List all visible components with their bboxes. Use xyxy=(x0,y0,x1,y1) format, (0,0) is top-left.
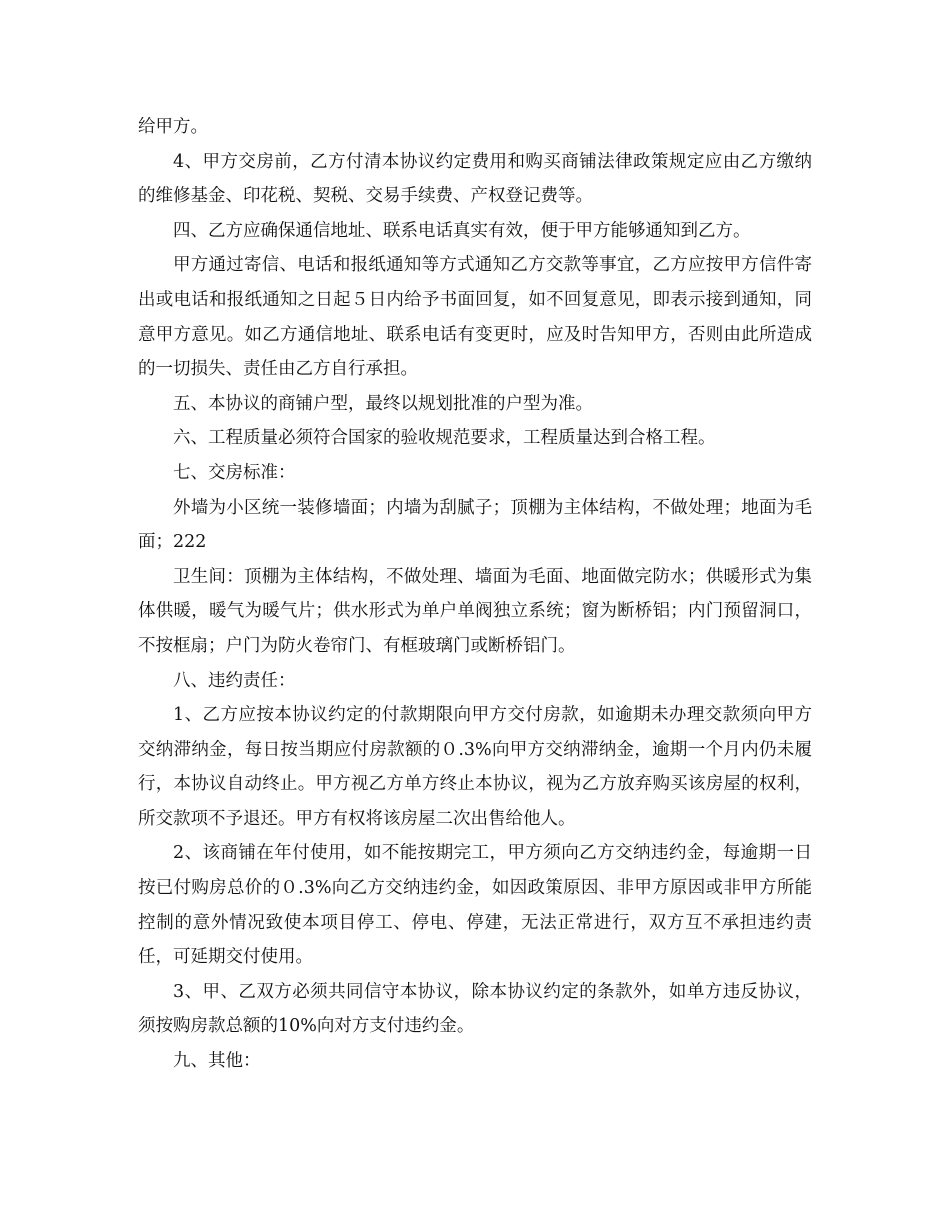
paragraph: 五、本协议的商铺户型，最终以规划批准的户型为准。 xyxy=(173,393,593,414)
paragraph: 甲方通过寄信、电话和报纸通知等方式通知乙方交款等事宜，乙方应按甲方信件寄出或电话和报纸通知之日起５日内给予书面回复，如不回复意见，即表示接到通知，同意甲方意见。如乙方通信地址、联系电话有变更时，应及时告知甲方，否则由此所造成的一切损失、责任由乙方自行承担。 xyxy=(138,255,812,380)
paragraph: 4、甲方交房前，乙方付清本协议约定费用和购买商铺法律政策规定应由乙方缴纳的维修基金、印花税、契税、交易手续费、产权登记费等。 xyxy=(138,151,812,207)
paragraph: 卫生间：顶棚为主体结构，不做处理、墙面为毛面、地面做完防水；供暖形式为集体供暖，暖气为暖气片；供水形式为单户单阀独立系统；窗为断桥铝；内门预留洞口，不按框扇；户门为防火卷帘门、有框玻璃门或断桥铝门。 xyxy=(138,566,812,656)
paragraph: 3、甲、乙双方必须共同信守本协议，除本协议约定的条款外，如单方违反协议，须按购房款总额的10%向对方支付违约金。 xyxy=(138,981,812,1037)
paragraph: 六、工程质量必须符合国家的验收规范要求，工程质量达到合格工程。 xyxy=(173,428,716,449)
section-heading: 七、交房标准： xyxy=(173,462,296,483)
paragraph: 给甲方。 xyxy=(138,117,208,137)
document-body xyxy=(138,110,812,1079)
paragraph: 1、乙方应按本协议约定的付款期限向甲方交付房款，如逾期未办理交款须向甲方交纳滞纳金，每日按当期应付房款额的０.3%向甲方交纳滞纳金，逾期一个月内仍未履行，本协议自动终止。甲方视乙方单方终止本协议，视为乙方放弃购买该房屋的权利，所交款项不予退还。甲方有权将该房屋二次出售给他人。 xyxy=(138,705,812,829)
paragraph: 2、该商铺在年付使用，如不能按期完工，甲方须向乙方交纳违约金，每逾期一日按已付购房总价的０.3%向乙方交纳违约金，如因政策原因、非甲方原因或非甲方所能控制的意外情况致使本项目停工、停电、停建，无法正常进行，双方互不承担违约责任，可延期交付使用。 xyxy=(138,843,812,968)
paragraph: 四、乙方应确保通信地址、联系电话真实有效，便于甲方能够通知到乙方。 xyxy=(173,220,751,241)
paragraph: 外墙为小区统一装修墙面；内墙为刮腻子；顶棚为主体结构，不做处理；地面为毛面；222 xyxy=(138,497,812,553)
section-heading: 八、违约责任： xyxy=(173,670,296,691)
section-heading: 九、其他： xyxy=(173,1051,261,1072)
